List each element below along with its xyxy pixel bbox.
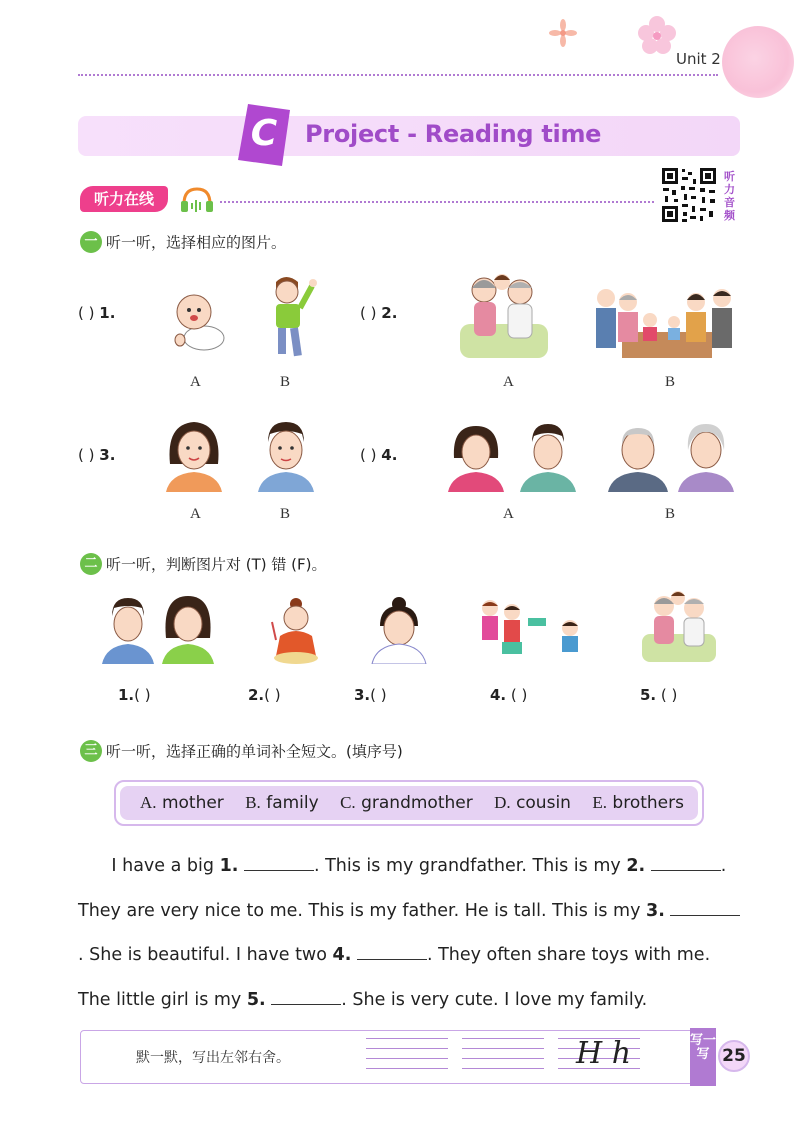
unit-label: Unit 2: [676, 50, 721, 68]
section-c-badge: [238, 104, 290, 166]
option-letter: B.: [245, 793, 261, 812]
tf-answer-paren[interactable]: ( ): [264, 686, 281, 704]
page-number: 25: [718, 1040, 750, 1072]
man-and-woman-picture[interactable]: [100, 594, 218, 664]
question-4: [360, 446, 397, 464]
option-letter: D.: [494, 793, 511, 812]
blank-5[interactable]: [271, 989, 341, 1005]
section-3-number: 三: [80, 740, 102, 762]
option-letter: A: [190, 374, 201, 390]
section-1-number: 一: [80, 231, 102, 253]
option-letter: A: [190, 506, 201, 522]
qr-code-icon[interactable]: [660, 166, 718, 224]
tf-item-1: [118, 686, 151, 704]
word-option-d: [494, 793, 571, 813]
option-letter: B: [665, 506, 676, 522]
children-playing-picture[interactable]: [472, 598, 592, 664]
option-word: mother: [161, 793, 224, 813]
tf-answer-paren[interactable]: ( ): [660, 686, 678, 704]
writing-instruction: 默一默，写出左邻右舍。: [136, 1050, 290, 1066]
question-1: [78, 304, 115, 322]
word-option-a: [140, 793, 224, 813]
tf-number: 5.: [640, 686, 657, 704]
option-letter: B: [280, 374, 291, 390]
passage-text: . They are very nice to me. This is my father. He is tall. This is my: [78, 856, 727, 921]
option-word: family: [266, 793, 319, 813]
word-bank: [140, 793, 700, 813]
tf-number: 3.: [354, 686, 371, 704]
woman-portrait-picture[interactable]: [162, 418, 226, 492]
tf-item-5: [640, 686, 677, 704]
question-number: 3.: [99, 446, 116, 464]
passage-text: I have a big: [111, 856, 214, 876]
option-word: grandmother: [361, 793, 473, 813]
option-letter: C.: [340, 793, 356, 812]
badge-letter: C: [250, 113, 278, 154]
blank-number: 5.: [246, 989, 266, 1010]
question-number: 1.: [99, 304, 116, 322]
blank-number: 2.: [626, 856, 646, 876]
header-divider: [78, 74, 718, 76]
grandparents-portrait-picture[interactable]: [604, 420, 740, 492]
tf-number: 1.: [118, 686, 135, 704]
passage-text: . This is my grandfather. This is my: [313, 856, 621, 876]
section-3-heading: [80, 740, 403, 762]
tf-item-2: [248, 686, 281, 704]
passage-text: . She is very cute. I love my family.: [341, 989, 648, 1010]
writing-lines[interactable]: [462, 1038, 544, 1078]
section-1-heading: [80, 231, 286, 253]
option-letter: A.: [140, 793, 157, 812]
man-portrait-picture[interactable]: [254, 418, 318, 492]
qr-caption: 听力音频: [724, 170, 735, 222]
write-tab: 写一写: [690, 1028, 716, 1086]
question-2: [360, 304, 397, 322]
listen-divider: [220, 201, 654, 203]
question-3: [78, 446, 115, 464]
tf-answer-paren[interactable]: ( ): [370, 686, 387, 704]
section-3-instruction: 听一听，选择正确的单词补全短文。(填序号): [106, 742, 403, 761]
section-2-heading: [80, 553, 327, 575]
boy-waving-picture[interactable]: [266, 274, 322, 360]
blank-3[interactable]: [670, 900, 740, 916]
answer-paren[interactable]: ( ): [78, 304, 95, 322]
word-option-c: [340, 793, 473, 813]
blank-4[interactable]: [357, 944, 427, 960]
option-word: cousin: [516, 793, 571, 813]
passage-text: . She is beautiful. I have two: [78, 945, 327, 965]
tf-number: 4.: [490, 686, 507, 704]
answer-paren[interactable]: ( ): [360, 446, 377, 464]
option-word: brothers: [612, 793, 684, 813]
tf-item-3: [354, 686, 387, 704]
blank-number: 1.: [219, 856, 239, 876]
section-2-number: 二: [80, 553, 102, 575]
blank-2[interactable]: [651, 855, 721, 871]
section-1-instruction: 听一听，选择相应的图片。: [106, 233, 287, 252]
young-couple-picture[interactable]: [444, 422, 584, 492]
option-letter: A: [503, 374, 514, 390]
girl-drawing-picture[interactable]: [266, 596, 330, 664]
letter-sample: H h: [576, 1036, 632, 1071]
decorative-blob: [722, 26, 794, 98]
woman-with-bun-picture[interactable]: [370, 596, 428, 664]
question-number: 2.: [381, 304, 398, 322]
grandparents-on-sofa-picture[interactable]: [640, 588, 718, 664]
headphone-icon: [178, 186, 216, 214]
grandparents-with-kids-picture[interactable]: [456, 268, 552, 360]
tf-number: 2.: [248, 686, 265, 704]
baby-picture[interactable]: [168, 286, 232, 356]
page-title: Project - Reading time: [305, 120, 602, 148]
blank-1[interactable]: [244, 855, 314, 871]
option-letter: A: [503, 506, 514, 522]
listen-online-tag: 听力在线: [80, 186, 168, 212]
blank-number: 4.: [332, 945, 352, 965]
word-option-b: [245, 793, 318, 813]
option-letter: E.: [592, 793, 607, 812]
writing-lines[interactable]: [366, 1038, 448, 1078]
section-2-instruction: 听一听，判断图片对 (T) 错 (F)。: [106, 555, 327, 574]
option-letter: B: [280, 506, 291, 522]
option-letter: B: [665, 374, 676, 390]
answer-paren[interactable]: ( ): [360, 304, 377, 322]
flower-icon: [548, 18, 578, 48]
passage-text: . They often share toys with me. The little girl is my: [78, 945, 711, 1010]
family-at-table-picture[interactable]: [592, 286, 740, 360]
tf-item-4: [490, 686, 527, 704]
tf-answer-paren[interactable]: ( ): [134, 686, 151, 704]
blank-number: 3.: [646, 900, 665, 921]
question-number: 4.: [381, 446, 398, 464]
word-option-e: [592, 793, 684, 813]
flower-icon: [636, 14, 678, 56]
answer-paren[interactable]: ( ): [78, 446, 95, 464]
tf-answer-paren[interactable]: ( ): [510, 686, 528, 704]
cloze-passage: [78, 844, 742, 1022]
